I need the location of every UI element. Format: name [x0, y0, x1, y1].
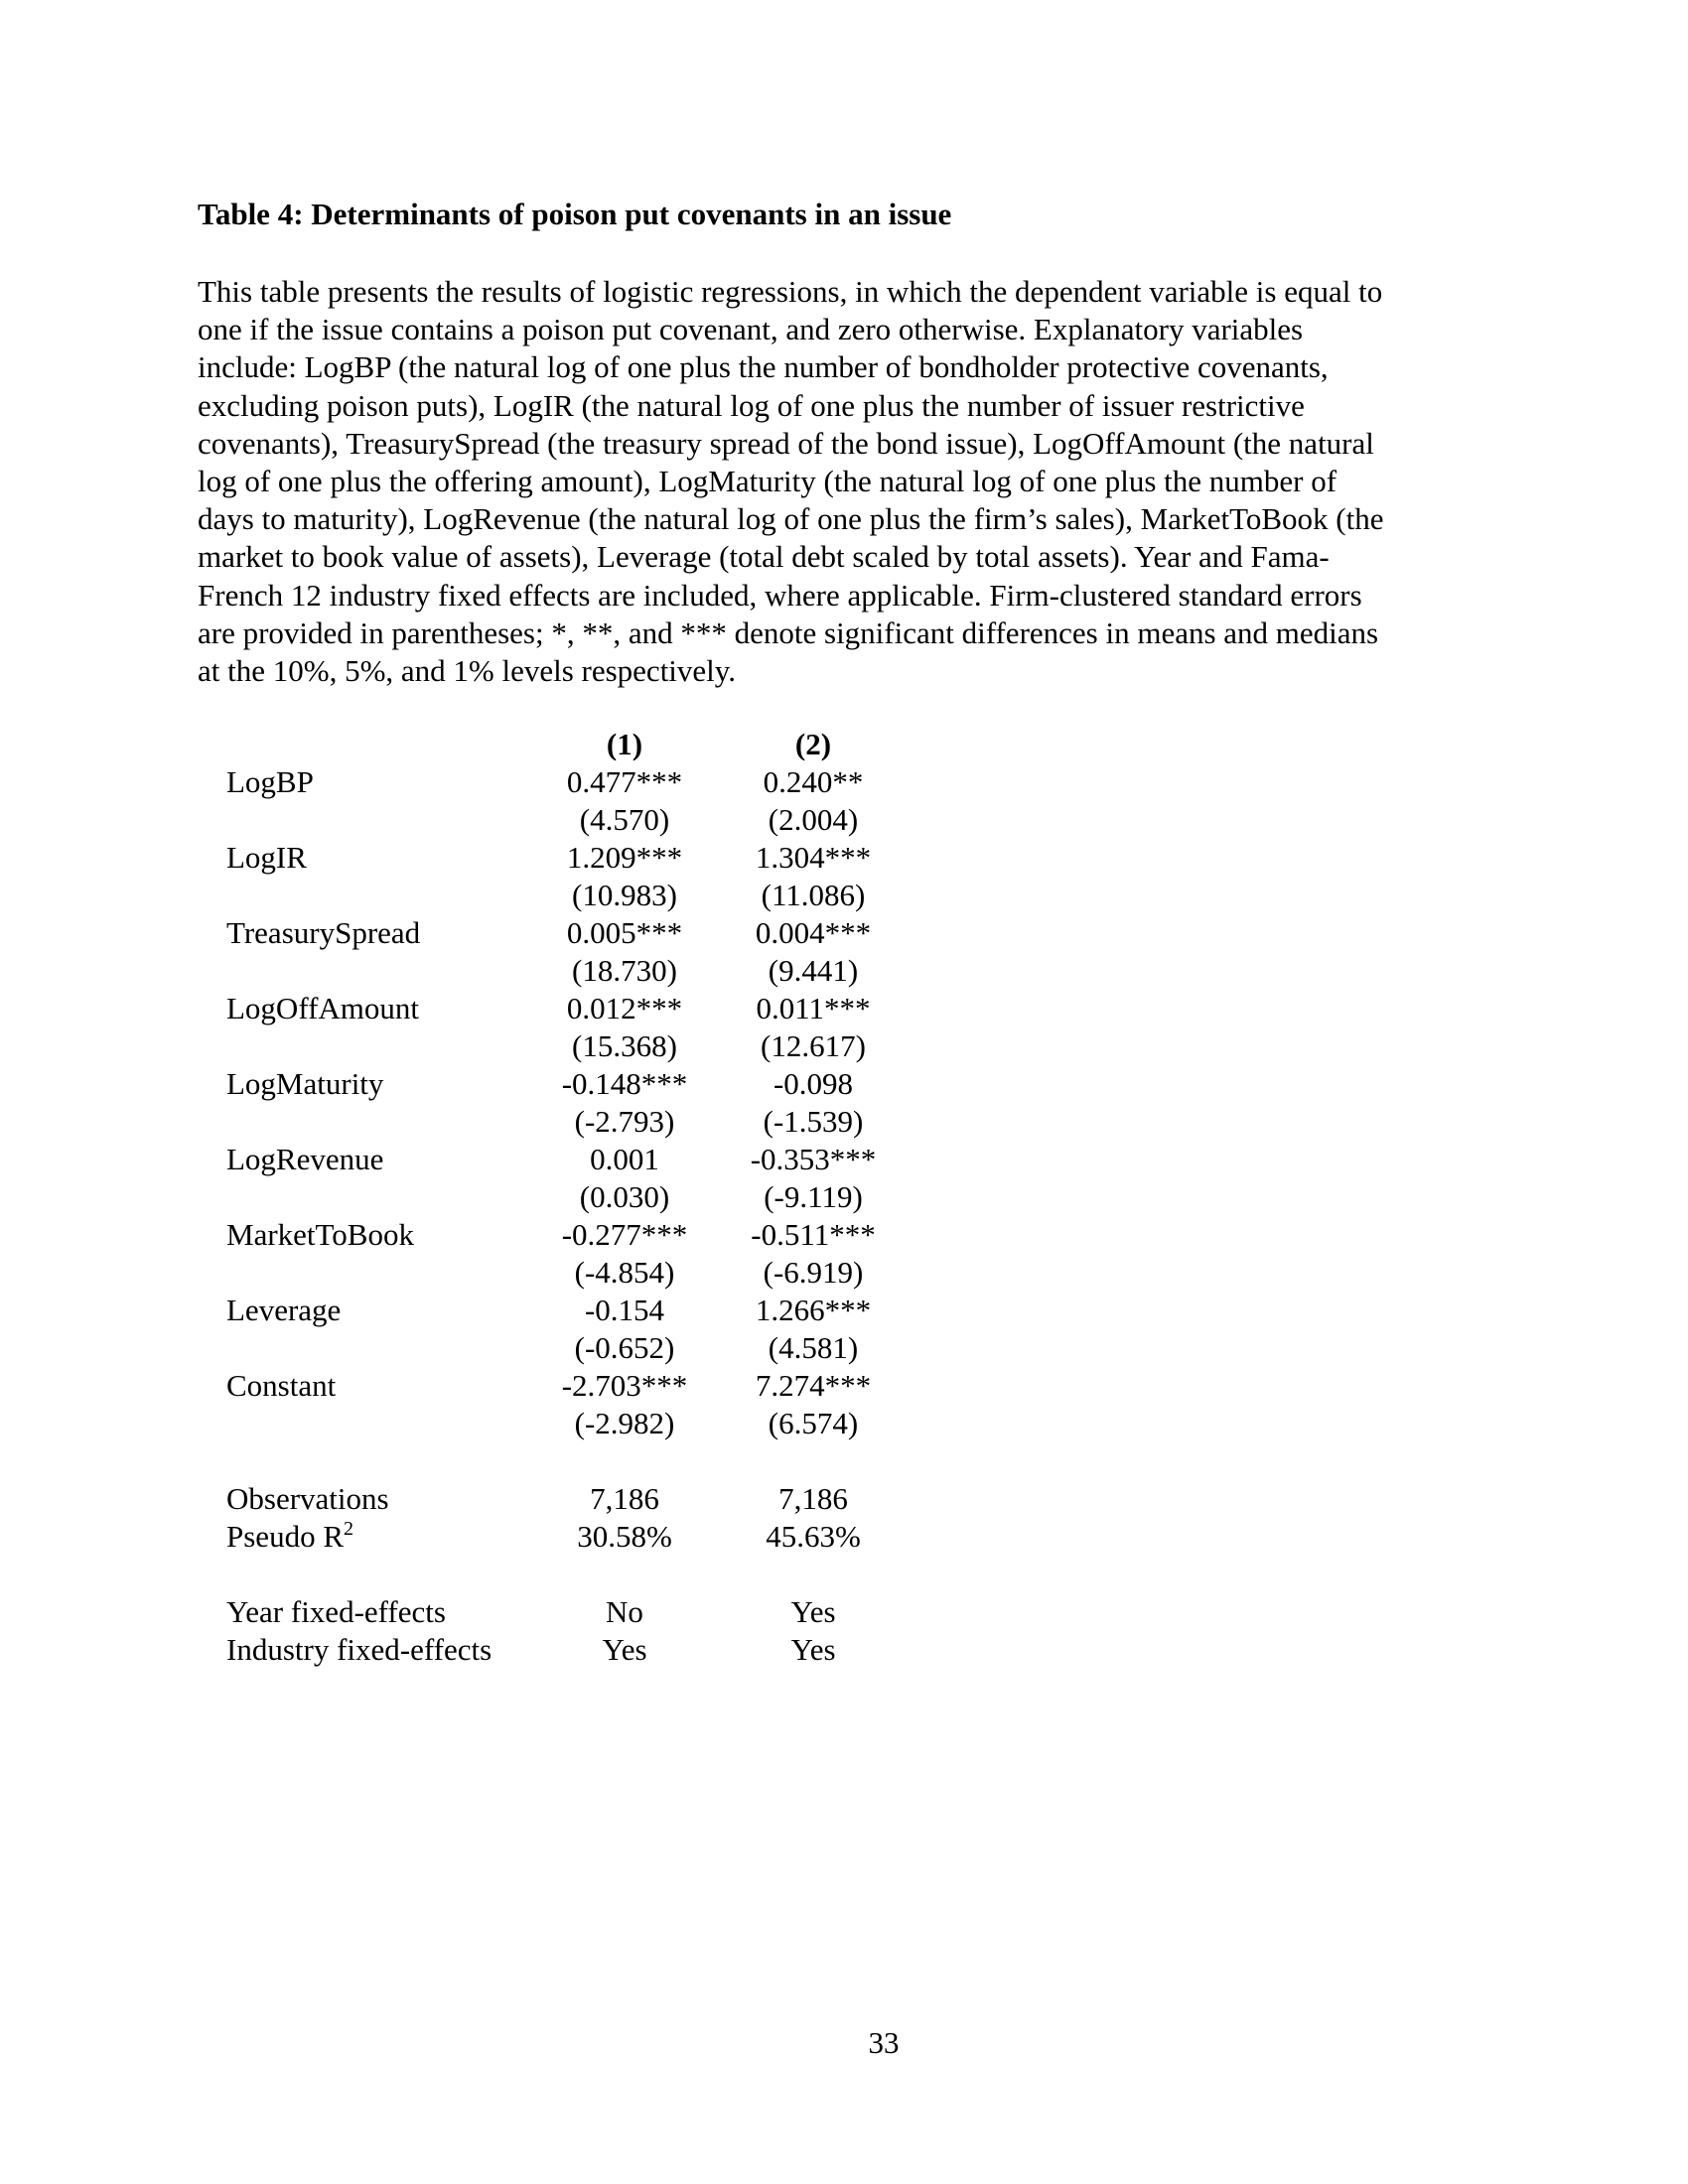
cell-model-2: 0.240**	[763, 764, 864, 799]
table-spacer-row	[226, 1556, 908, 1593]
row-label-text: Constant	[226, 1368, 337, 1403]
row-label-text: MarketToBook	[226, 1217, 414, 1252]
caption-line: are provided in parentheses; *, **, and *** denote significant differences in means and medians	[198, 614, 1379, 650]
cell-model-1: -0.277***	[561, 1217, 688, 1252]
cell-model-1: 1.209***	[566, 840, 683, 875]
row-label	[226, 839, 524, 877]
row-label-text: LogBP	[226, 764, 314, 799]
regression-table	[226, 726, 908, 1669]
cell-model-1: (15.368)	[572, 1028, 677, 1063]
header-label-cell	[226, 726, 524, 763]
table-row	[226, 1103, 908, 1141]
cell-model-1: Yes	[602, 1632, 647, 1667]
cell-model-1: (4.570)	[579, 802, 670, 837]
row-label	[226, 1480, 524, 1518]
cell-model-2: 1.266***	[755, 1293, 872, 1327]
cell-model-1: -0.148***	[561, 1066, 688, 1101]
row-label	[226, 1367, 524, 1405]
cell-model-1: 0.012***	[566, 991, 683, 1025]
row-label-text: Industry fixed-effects	[226, 1632, 492, 1667]
row-label	[226, 952, 524, 990]
row-label	[226, 1178, 524, 1216]
cell-model-2: (9.441)	[768, 953, 859, 988]
cell-model-2: (4.581)	[768, 1330, 859, 1365]
cell-model-1: (0.030)	[579, 1179, 670, 1214]
row-label	[226, 763, 524, 801]
cell-model-1: 0.001	[590, 1142, 659, 1176]
cell-model-1: No	[606, 1594, 643, 1629]
cell-model-1: 0.477***	[566, 764, 683, 799]
cell-model-2: 0.011***	[756, 991, 871, 1025]
row-label	[226, 877, 524, 914]
row-label	[226, 1518, 524, 1556]
row-label-text: Leverage	[226, 1293, 342, 1327]
table-row	[226, 1480, 908, 1518]
table-row	[226, 1216, 908, 1254]
table-row	[226, 877, 908, 914]
cell-model-2: -0.353***	[750, 1142, 877, 1176]
row-label	[226, 1593, 524, 1631]
table-row	[226, 1405, 908, 1442]
row-label	[226, 1065, 524, 1103]
table-row	[226, 839, 908, 877]
table-row	[226, 914, 908, 952]
cell-model-2: 45.63%	[766, 1519, 861, 1554]
row-label	[226, 990, 524, 1027]
cell-model-2: -0.511***	[751, 1217, 876, 1252]
cell-model-1: (10.983)	[572, 878, 677, 912]
table-row	[226, 1254, 908, 1292]
cell-model-2: 0.004***	[755, 915, 872, 950]
page-number: 33	[868, 2025, 900, 2060]
cell-model-2: Yes	[790, 1594, 836, 1629]
table-spacer-row	[226, 1442, 908, 1480]
table-title: Table 4: Determinants of poison put covenants in an issue	[198, 197, 952, 231]
cell-model-2: (11.086)	[761, 878, 866, 912]
caption-line: market to book value of assets), Leverage (total debt scaled by total assets). Year and Fama-	[198, 539, 1330, 575]
row-label	[226, 1631, 524, 1669]
caption-line: at the 10%, 5%, and 1% levels respectively.	[198, 653, 737, 689]
cell-model-1: (18.730)	[572, 953, 677, 988]
cell-model-1: -2.703***	[561, 1368, 688, 1403]
cell-model-2: (6.574)	[768, 1406, 859, 1440]
row-label	[226, 1292, 524, 1329]
table-row	[226, 1593, 908, 1631]
cell-model-1: (-2.982)	[574, 1406, 675, 1440]
caption-line: excluding poison puts), LogIR (the natural log of one plus the number of issuer restrictive	[198, 387, 1305, 423]
caption-line: This table presents the results of logistic regressions, in which the dependent variable is equal to	[198, 274, 1383, 309]
row-label	[226, 1027, 524, 1065]
cell-model-2: -0.098	[773, 1066, 854, 1101]
row-label-text: Pseudo R	[226, 1519, 344, 1554]
cell-model-2: (2.004)	[768, 802, 859, 837]
cell-model-1: (-0.652)	[574, 1330, 675, 1365]
table-row	[226, 801, 908, 839]
cell-model-2: (-9.119)	[764, 1179, 863, 1214]
row-label	[226, 1103, 524, 1141]
row-label-text: Observations	[226, 1481, 389, 1516]
table-row	[226, 990, 908, 1027]
row-label	[226, 1141, 524, 1178]
row-label	[226, 801, 524, 839]
cell-model-1: -0.154	[584, 1293, 665, 1327]
cell-model-1: (-2.793)	[574, 1104, 675, 1139]
table-row	[226, 1027, 908, 1065]
cell-model-1: (-4.854)	[574, 1255, 675, 1290]
caption-line: one if the issue contains a poison put covenant, and zero otherwise. Explanatory variables	[198, 312, 1304, 347]
row-label-text: LogRevenue	[226, 1142, 384, 1176]
table-row	[226, 1329, 908, 1367]
caption-line: log of one plus the offering amount), LogMaturity (the natural log of one plus the number of	[198, 464, 1337, 499]
table-caption	[198, 273, 1383, 690]
row-label-text: Year fixed-effects	[226, 1594, 446, 1629]
caption-line: include: LogBP (the natural log of one plus the number of bondholder protective covenants,	[198, 349, 1329, 385]
cell-model-2: (-6.919)	[763, 1255, 864, 1290]
superscript: 2	[344, 1518, 353, 1540]
table-header-row	[226, 726, 908, 763]
row-label	[226, 1405, 524, 1442]
row-label-text: LogOffAmount	[226, 991, 420, 1025]
column-header-2: (2)	[794, 727, 832, 761]
table-row	[226, 1065, 908, 1103]
cell-model-1: 0.005***	[566, 915, 683, 950]
column-header-1: (1)	[606, 727, 643, 761]
caption-line: French 12 industry fixed effects are included, where applicable. Firm-clustered standard errors	[198, 577, 1362, 613]
table-row	[226, 1367, 908, 1405]
table-row	[226, 1292, 908, 1329]
cell-model-1: 7,186	[590, 1481, 659, 1516]
table-row	[226, 1178, 908, 1216]
cell-model-2: 7,186	[778, 1481, 848, 1516]
table-row	[226, 1518, 908, 1556]
table-row	[226, 763, 908, 801]
cell-model-2: 1.304***	[755, 840, 872, 875]
row-label-text: LogIR	[226, 840, 307, 875]
row-label	[226, 914, 524, 952]
cell-model-2: (-1.539)	[763, 1104, 864, 1139]
table-row	[226, 1631, 908, 1669]
caption-line: covenants), TreasurySpread (the treasury spread of the bond issue), LogOffAmount (the natural	[198, 425, 1374, 461]
cell-model-2: Yes	[790, 1632, 836, 1667]
row-label	[226, 1254, 524, 1292]
cell-model-1: 30.58%	[577, 1519, 672, 1554]
row-label-text: TreasurySpread	[226, 915, 421, 950]
row-label	[226, 1329, 524, 1367]
caption-line: days to maturity), LogRevenue (the natural log of one plus the firm’s sales), MarketToBook (the	[198, 501, 1384, 537]
table-row	[226, 1141, 908, 1178]
row-label-text: LogMaturity	[226, 1066, 384, 1101]
cell-model-2: 7.274***	[755, 1368, 872, 1403]
row-label	[226, 1216, 524, 1254]
cell-model-2: (12.617)	[761, 1028, 866, 1063]
table-row	[226, 952, 908, 990]
